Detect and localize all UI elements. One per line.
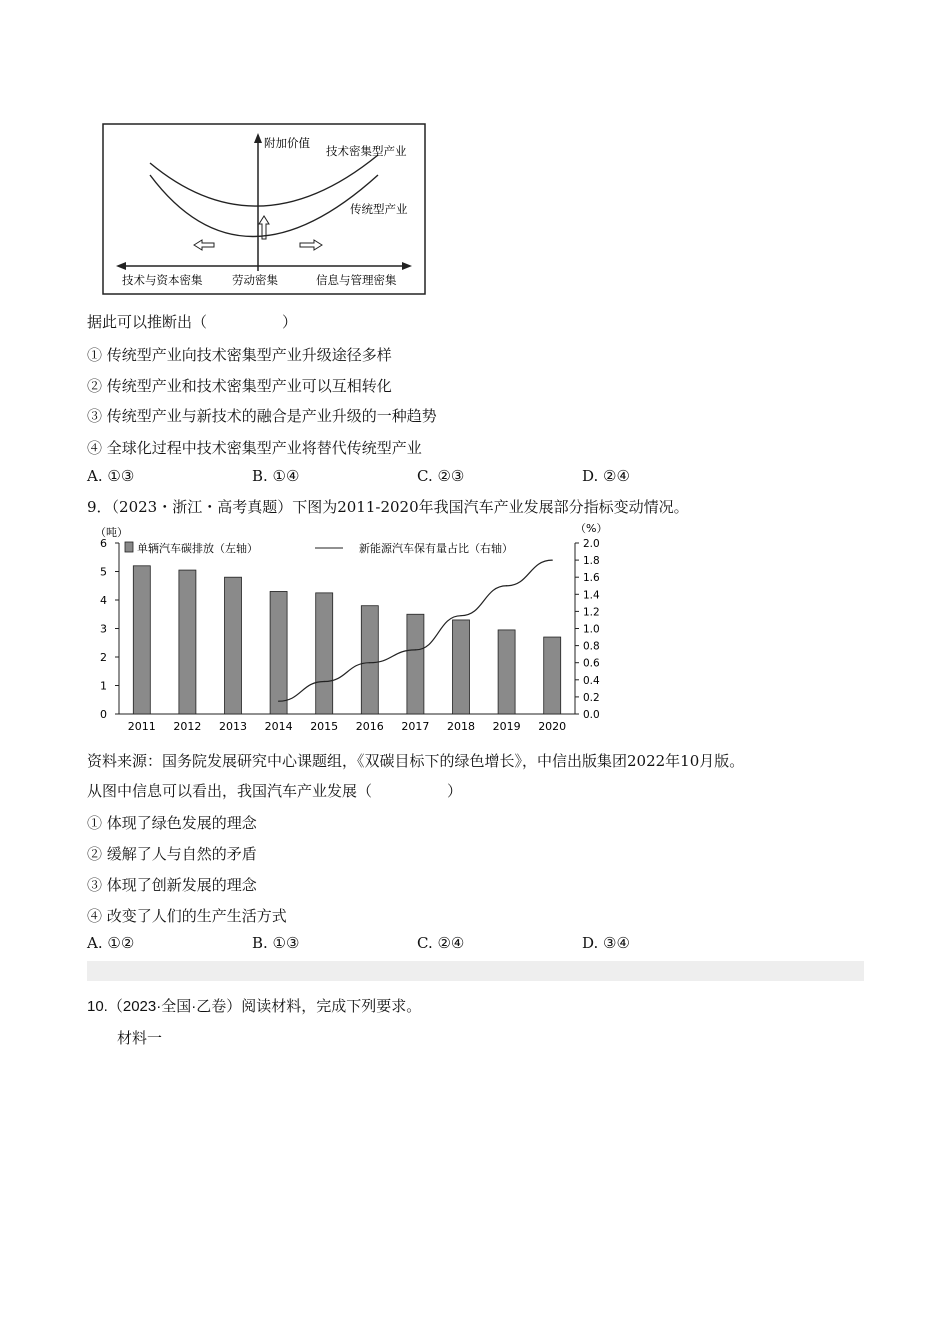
y-left-unit: （吨） <box>95 526 128 539</box>
q9-question: 从图中信息可以看出，我国汽车产业发展（ ） <box>87 782 463 800</box>
chart-legend <box>125 541 513 555</box>
q10-stem: 10.（2023·全国·乙卷）阅读材料，完成下列要求。 <box>87 998 422 1015</box>
bar-2011 <box>133 566 150 714</box>
q9-item-3: ③ 体现了创新发展的理念 <box>87 876 257 894</box>
y-right-tick-label: 1.0 <box>583 623 600 636</box>
x-tick-label-2014: 2014 <box>264 720 293 733</box>
q8-option-b[interactable]: B. ①④ <box>252 467 300 485</box>
y-right-tick-label: 1.8 <box>583 555 600 568</box>
x-tick-label-2020: 2020 <box>538 720 567 733</box>
nev-share-point-2014 <box>278 701 279 702</box>
q9-item-1: ① 体现了绿色发展的理念 <box>87 814 257 832</box>
y-right-tick-label: 1.2 <box>583 606 600 619</box>
hollow-arrow-left-icon <box>194 240 214 250</box>
nev-share-point-2016 <box>369 662 370 663</box>
x-axis-right-arrow <box>402 262 412 270</box>
bar-2014 <box>270 591 287 714</box>
curve-upper-label: 技术密集型产业 <box>326 144 407 158</box>
axis-right-label: 信息与管理密集 <box>316 273 397 287</box>
bar-2013 <box>225 577 242 714</box>
bar-2019 <box>498 630 515 714</box>
car-industry-chart-svg <box>87 518 617 738</box>
nev-share-point-2015 <box>324 681 325 682</box>
section-divider <box>87 961 864 981</box>
q9-item-4: ④ 改变了人们的生产生活方式 <box>87 907 287 925</box>
nev-share-point-2017 <box>415 649 416 650</box>
q8-option-a[interactable]: A. ①③ <box>87 467 135 485</box>
q8-option-c[interactable]: C. ②③ <box>417 467 465 485</box>
y-right-tick-label: 0.8 <box>583 640 600 653</box>
car-industry-chart <box>87 518 617 738</box>
y-left-tick-label: 6 <box>100 537 107 550</box>
x-tick-label-2015: 2015 <box>310 720 339 733</box>
x-axis-left-arrow <box>116 262 126 270</box>
x-tick-label-2016: 2016 <box>355 720 384 733</box>
y-left-tick-label: 3 <box>100 622 107 636</box>
y-right-tick-label: 0.2 <box>583 691 600 704</box>
q8-item-2: ② 传统型产业和技术密集型产业可以互相转化 <box>87 377 392 395</box>
nev-share-point-2019 <box>506 585 507 586</box>
bar-2012 <box>179 570 196 714</box>
x-tick-label-2019: 2019 <box>492 720 521 733</box>
x-tick-label-2017: 2017 <box>401 720 430 733</box>
y-right-tick-label: 1.4 <box>583 589 600 602</box>
bar-2018 <box>453 620 470 714</box>
bar-2020 <box>544 637 561 714</box>
x-tick-label-2013: 2013 <box>219 720 247 733</box>
y-left-tick-label: 4 <box>100 594 107 607</box>
y-right-tick-label: 0.6 <box>583 657 600 670</box>
q9-stem: 9．（2023・浙江・高考真题）下图为2011-2020年我国汽车产业发展部分指标变动情况。 <box>87 498 689 516</box>
y-right-unit: （%） <box>575 522 608 535</box>
q9-option-b[interactable]: B. ①③ <box>252 934 300 952</box>
y-axis-arrow <box>254 133 262 143</box>
q9-option-a[interactable]: A. ①② <box>87 934 135 952</box>
q9-option-c[interactable]: C. ②④ <box>417 934 465 952</box>
nev-share-point-2020 <box>552 560 553 561</box>
x-tick-label-2011: 2011 <box>127 720 156 733</box>
bar-2016 <box>361 606 378 714</box>
y-left-tick-label: 2 <box>100 651 107 664</box>
x-tick-label-2012: 2012 <box>173 720 202 733</box>
y-axis-label: 附加价值 <box>264 136 310 150</box>
hollow-arrow-right-icon <box>300 240 322 250</box>
nev-share-point-2018 <box>460 615 461 616</box>
bar-2015 <box>316 593 333 714</box>
q8-stem: 据此可以推断出（ ） <box>87 313 298 331</box>
x-tick-label-2018: 2018 <box>447 720 475 733</box>
industry-diagram <box>102 123 426 295</box>
q8-option-d[interactable]: D. ②④ <box>582 467 630 485</box>
industry-diagram-svg <box>102 123 426 295</box>
q10-material-label: 材料一 <box>117 1029 163 1047</box>
bar-2017 <box>407 614 424 714</box>
y-left-tick-label: 0 <box>100 708 107 721</box>
q8-item-3: ③ 传统型产业与新技术的融合是产业升级的一种趋势 <box>87 407 437 425</box>
curve-lower-label: 传统型产业 <box>350 202 408 216</box>
q9-source: 资料来源：国务院发展研究中心课题组，《双碳目标下的绿色增长》，中信出版集团2022年10月版。 <box>87 752 745 770</box>
q8-item-1: ① 传统型产业向技术密集型产业升级途径多样 <box>87 346 392 364</box>
axis-center-label: 劳动密集 <box>232 273 278 287</box>
y-right-tick-label: 1.6 <box>583 572 600 585</box>
y-right-tick-label: 0.0 <box>583 709 600 721</box>
q9-option-d[interactable]: D. ③④ <box>582 934 630 952</box>
axis-left-label: 技术与资本密集 <box>122 273 203 287</box>
q9-item-2: ② 缓解了人与自然的矛盾 <box>87 845 257 863</box>
curve-tech-intensive <box>150 155 378 206</box>
y-right-tick-label: 2.0 <box>583 538 600 550</box>
legend-line-label: 新能源汽车保有量占比（右轴） <box>359 542 513 555</box>
y-left-tick-label: 1 <box>100 679 107 693</box>
legend-bar-label: 单辆汽车碳排放（左轴） <box>137 542 258 555</box>
q8-item-4: ④ 全球化过程中技术密集型产业将替代传统型产业 <box>87 439 422 457</box>
y-right-tick-label: 0.4 <box>583 674 600 687</box>
y-left-tick-label: 5 <box>100 565 107 579</box>
legend-bar-swatch <box>125 542 133 552</box>
